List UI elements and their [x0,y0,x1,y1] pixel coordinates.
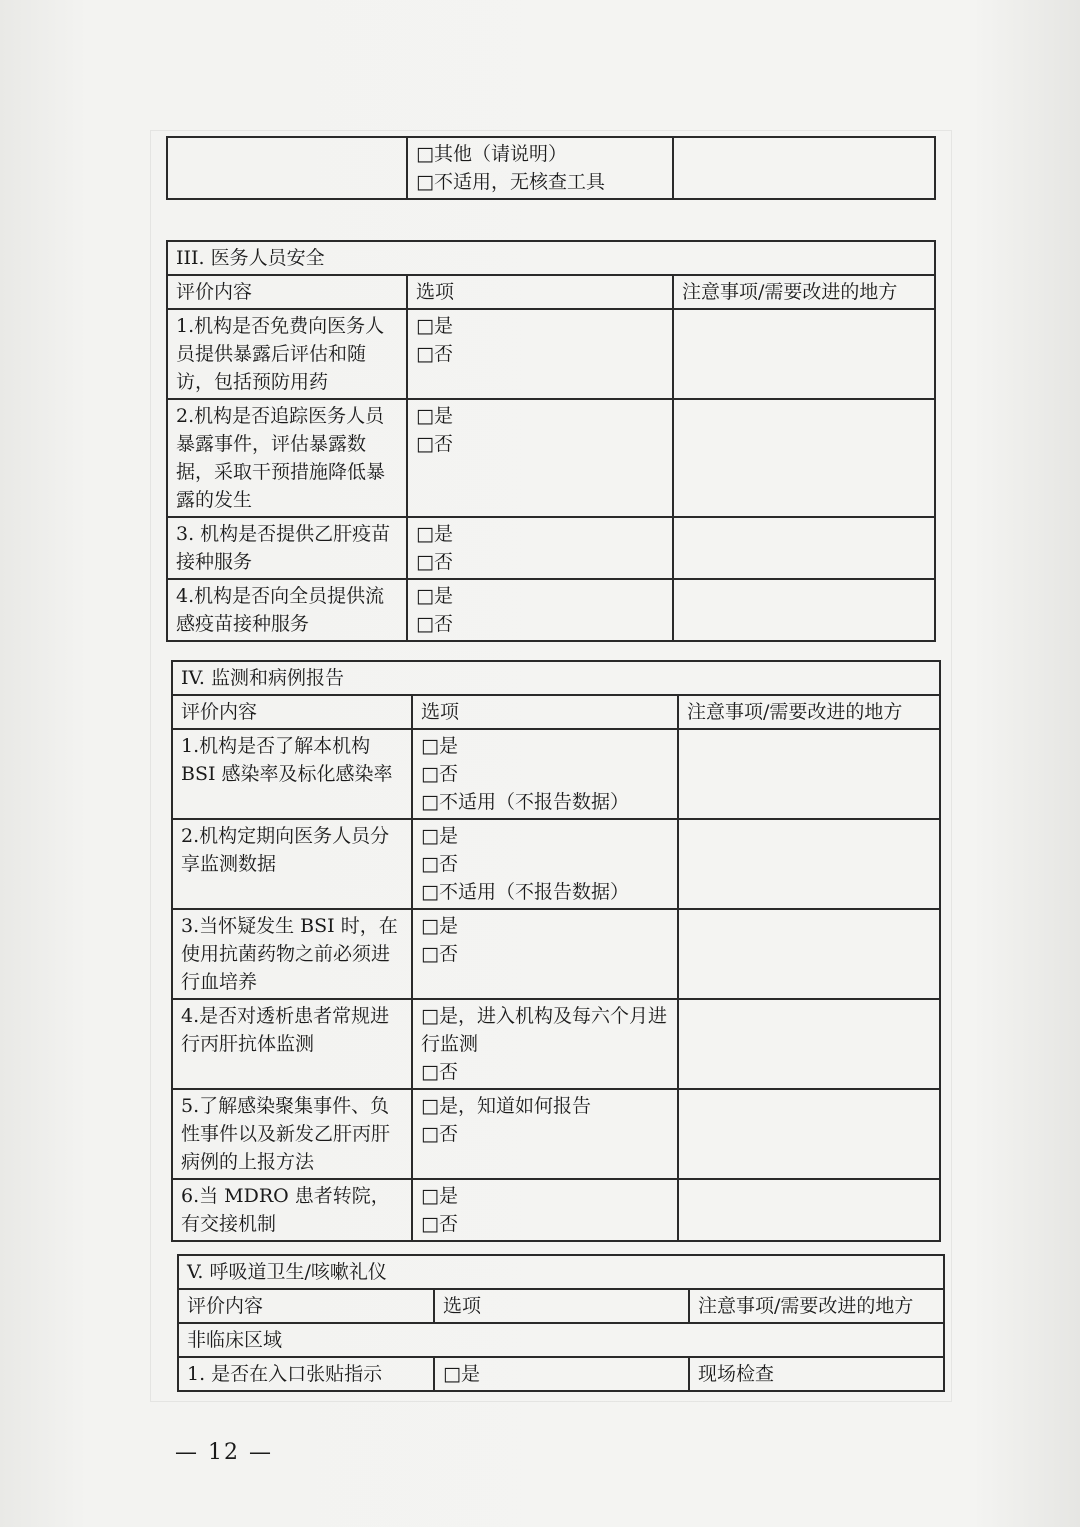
s3-q3-options [407,517,673,579]
s3-q1-notes [673,309,935,399]
header-notes: 注意事项/需要改进的地方 [678,695,940,729]
s4-q2-options [412,819,678,909]
s3-q4-notes [673,579,935,641]
s4-q4-options [412,999,678,1089]
page-number-footer [175,1440,273,1465]
s4-q2: 2.机构定期向医务人员分享监测数据 [172,819,412,909]
s3-q1: 1.机构是否免费向医务人员提供暴露后评估和随访，包括预防用药 [167,309,407,399]
option: □是 [421,735,458,757]
header-content: 评价内容 [167,275,407,309]
header-content: 评价内容 [178,1289,434,1323]
s4-q4-notes [678,999,940,1089]
s5-q1-options [434,1357,689,1391]
option-other: □其他（请说明） [416,143,567,165]
s3-q3-notes [673,517,935,579]
section-3-table [166,240,936,642]
option: □不适用（不报告数据） [421,881,629,903]
option: □是 [416,315,453,337]
section-5-title: V. 呼吸道卫生/咳嗽礼仪 [178,1255,944,1289]
s5-q1-notes: 现场检查 [689,1357,944,1391]
option: □是 [421,1185,458,1207]
s3-q4-options [407,579,673,641]
option: □是 [416,523,453,545]
s4-q6: 6.当 MDRO 患者转院，有交接机制 [172,1179,412,1241]
s4-q3-notes [678,909,940,999]
section-4-table [171,660,941,1242]
s4-q5: 5.了解感染聚集事件、负性事件以及新发乙肝丙肝病例的上报方法 [172,1089,412,1179]
subsection-nonclinical: 非临床区域 [178,1323,944,1357]
option: □是 [421,915,458,937]
option: □否 [421,943,458,965]
option: □否 [416,433,453,455]
s4-q6-notes [678,1179,940,1241]
option-na: □不适用，无核查工具 [416,171,605,193]
s4-q3: 3.当怀疑发生 BSI 时，在使用抗菌药物之前必须进行血培养 [172,909,412,999]
option: □否 [416,343,453,365]
option: □否 [421,763,458,785]
option: □否 [416,551,453,573]
cont-cell-notes [673,137,935,199]
option: □否 [421,853,458,875]
page-number: — 12 — [175,1440,273,1465]
s4-q6-options [412,1179,678,1241]
s3-q2-notes [673,399,935,517]
section-3-title: III. 医务人员安全 [167,241,935,275]
option: □是 [443,1363,480,1385]
option: □否 [416,613,453,635]
header-notes: 注意事项/需要改进的地方 [689,1289,944,1323]
s5-q1: 1. 是否在入口张贴指示 [178,1357,434,1391]
s3-q2: 2.机构是否追踪医务人员暴露事件，评估暴露数据，采取干预措施降低暴露的发生 [167,399,407,517]
option: □是，知道如何报告 [421,1095,591,1117]
s3-q4: 4.机构是否向全员提供流感疫苗接种服务 [167,579,407,641]
option: □是 [416,585,453,607]
s4-q1: 1.机构是否了解本机构 BSI 感染率及标化感染率 [172,729,412,819]
option: □否 [421,1123,458,1145]
option: □不适用（不报告数据） [421,791,629,813]
header-options: 选项 [412,695,678,729]
option: □否 [421,1061,458,1083]
option: □是，进入机构及每六个月进行监测 [421,1005,667,1055]
option: □是 [421,825,458,847]
s3-q3: 3. 机构是否提供乙肝疫苗接种服务 [167,517,407,579]
s3-q2-options [407,399,673,517]
header-notes: 注意事项/需要改进的地方 [673,275,935,309]
s4-q3-options [412,909,678,999]
cont-cell-content [167,137,407,199]
option: □否 [421,1213,458,1235]
option: □是 [416,405,453,427]
s4-q5-notes [678,1089,940,1179]
s4-q1-notes [678,729,940,819]
section-5-table [177,1254,945,1392]
s4-q5-options [412,1089,678,1179]
header-content: 评价内容 [172,695,412,729]
s4-q1-options [412,729,678,819]
s3-q1-options [407,309,673,399]
s4-q2-notes [678,819,940,909]
continuation-table [166,136,936,200]
section-4-title: IV. 监测和病例报告 [172,661,940,695]
header-options: 选项 [407,275,673,309]
header-options: 选项 [434,1289,689,1323]
cont-cell-options [407,137,673,199]
s4-q4: 4.是否对透析患者常规进行丙肝抗体监测 [172,999,412,1089]
